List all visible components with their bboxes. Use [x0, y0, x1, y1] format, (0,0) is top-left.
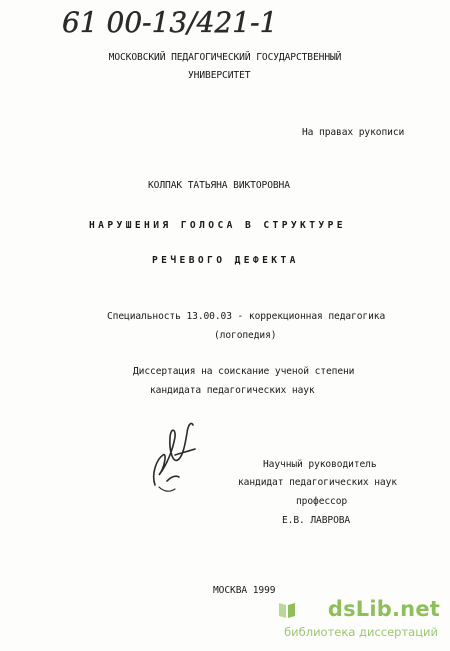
- specialty-line-2: (логопедия): [214, 330, 277, 341]
- handwritten-code-text: 61 00-13/421-1: [62, 6, 278, 39]
- supervisor-name: Е.В. ЛАВРОВА: [282, 515, 351, 526]
- supervisor-label: Научный руководитель: [263, 459, 377, 470]
- watermark-logo-text: dsLib.net: [327, 597, 440, 621]
- institution-line-1: МОСКОВСКИЙ ПЕДАГОГИЧЕСКИЙ ГОСУДАРСТВЕННЫЙ: [108, 52, 342, 63]
- dissertation-title-line-2: РЕЧЕВОГО ДЕФЕКТА: [152, 255, 299, 266]
- dissertation-title-line-1: НАРУШЕНИЯ ГОЛОСА В СТРУКТУРЕ: [89, 220, 346, 231]
- supervisor-degree: кандидат педагогических наук: [238, 477, 397, 488]
- handwritten-signature: [145, 415, 197, 500]
- degree-line-1: Диссертация на соискание ученой степени: [133, 366, 355, 377]
- dslib-watermark: [240, 597, 440, 647]
- place-and-year: МОСКВА 1999: [213, 585, 276, 596]
- specialty-line-1: Специальность 13.00.03 - коррекционная педагогика: [107, 311, 386, 322]
- author-name: КОЛПАК ТАТЬЯНА ВИКТОРОВНА: [148, 180, 290, 191]
- degree-line-2: кандидата педагогических наук: [150, 385, 315, 396]
- manuscript-rights-note: На правах рукописи: [302, 127, 405, 138]
- watermark-subtitle: библиотека диссертаций: [284, 625, 438, 639]
- handwritten-archive-code: [58, 2, 348, 42]
- book-icon: [276, 599, 298, 621]
- supervisor-title: профессор: [296, 496, 348, 507]
- institution-line-2: УНИВЕРСИТЕТ: [188, 70, 251, 81]
